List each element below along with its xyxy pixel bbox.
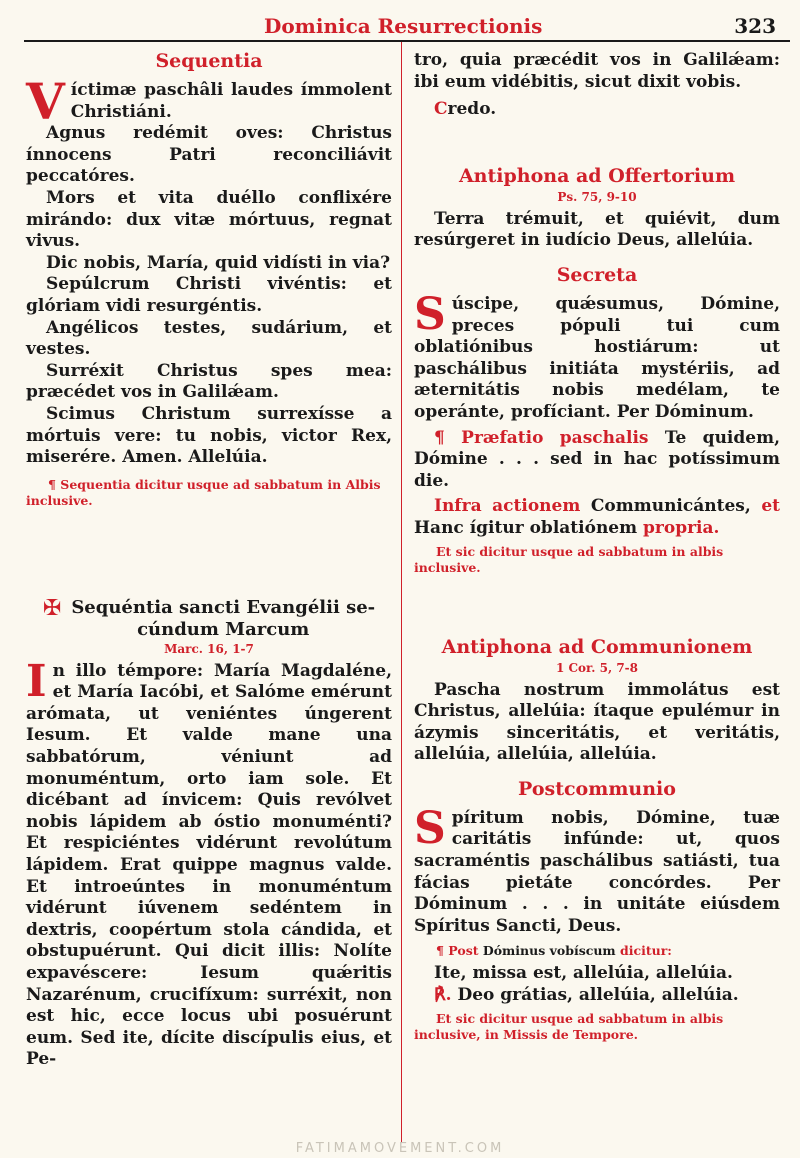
- sequentia-rubric: ¶ Sequentia dicitur usque ad sabbatum in Albis inclusive.: [26, 476, 381, 508]
- gospel-heading-line1: Sequéntia sancti Evangélii se-: [71, 596, 376, 618]
- rubric-post: ¶ Post: [436, 943, 479, 959]
- credo-text: redo.: [447, 99, 497, 120]
- response-text: Deo grátias, allelúia, allelúia.: [451, 985, 739, 1006]
- secreta-rubric: Et sic dicitur usque ad sabbatum in albis inclusive.: [414, 543, 724, 575]
- secreta-dropcap: S: [414, 288, 446, 340]
- right-column: [414, 48, 780, 1043]
- offertory-heading: Antiphona ad Offertorium: [458, 164, 736, 187]
- final-rubric: Et sic dicitur usque ad sabbatum in albis inclusive, in Missis de Tempore.: [414, 1010, 724, 1042]
- page-title: Dominica Resurrectionis: [264, 14, 543, 38]
- gospel-heading-line2: cúndum Marcum: [137, 618, 310, 640]
- postcommunio-heading: Postcommunio: [518, 777, 676, 800]
- sequentia-verse: Mors et vita duéllo conflixére mirándo: dux vitæ mórtuus, regnat vivus.: [26, 187, 392, 252]
- sequentia-dropcap: V: [26, 72, 65, 131]
- credo: [414, 99, 780, 121]
- secreta-text: [414, 288, 780, 424]
- rubric-dominus: Dóminus vobíscum: [478, 943, 621, 959]
- infra-actionem: [414, 496, 780, 539]
- postcommunio-text: [414, 802, 780, 938]
- sequentia-verse: Agnus redémit oves: Christus ínnocens Patri reconciliávit peccatóres.: [26, 123, 392, 187]
- gospel-continuation: tro, quia præcédit vos in Galilǽam: ibi eum vidébitis, sicut dixit vobis.: [414, 50, 780, 92]
- gospel-dropcap: I: [26, 655, 47, 707]
- infra-text1: Communicántes,: [580, 496, 751, 517]
- response: [414, 985, 780, 1007]
- sequentia-verse: Dic nobis, María, quid vidísti in via?: [46, 252, 391, 273]
- gospel-body: n illo témpore: María Magdaléne, et María Iacóbi, et Salóme emérunt arómata, ut veniéntes úngerent Iesum. Et valde mane una sabbatórum, véniunt ad monuméntum, orto iam sole. Et dicébant ad ínvicem: Quis revólvet nobis lápidem ab óstio monuménti? Et respiciéntes vidérunt revolútum lápidem. Erat quippe magnus valde. Et introeúntes in monuméntum vidérunt iúvenem sedéntem in dextris, coopértum stola cándida, et obstupuérunt. Qui dicit illis: Nolíte expavéscere: Iesum quǽritis Nazarénum, crucifíxum: surréxit, non est hic, ecce locus ubi posuérunt eum. Sed ite, dícite discípulis eius, et Pe-: [26, 660, 392, 1070]
- secreta-body: úscipe, quǽsumus, Dómine, preces pópuli tui cum oblatiónibus hostiárum: ut paschálibus initiáta mystériis, ad æternitátis nobis medélam, te operánte, profíciant. Per Dóminum.: [414, 293, 780, 422]
- watermark: FATIMAMOVEMENT.COM: [295, 1141, 505, 1156]
- communion-reference: 1 Cor. 5, 7-8: [555, 660, 639, 675]
- gospel-reference: Marc. 16, 1-7: [164, 641, 254, 656]
- postcommunio-body: píritum nobis, Dómine, tuæ caritátis infúnde: ut, quos sacraméntis paschálibus satiásti, tua fácias pietáte concórdes. Per Dóminum . . . in unitáte eiúsdem Spíritus Sancti, Deus.: [414, 807, 780, 936]
- sequentia-verse: Angélicos testes, sudárium, et vestes.: [26, 317, 392, 360]
- propria-label: propria.: [643, 517, 720, 538]
- preface: [414, 428, 780, 493]
- cross-icon: ✠: [42, 595, 62, 621]
- preface-text: Te quidem, Dómine . . . sed in hac potíssimum die.: [414, 427, 780, 491]
- sequentia-verse: Surréxit Christus spes mea: præcédet vos in Galilǽam.: [26, 360, 392, 403]
- postcommunio-rubric: [414, 943, 780, 959]
- gospel-heading: [26, 597, 392, 641]
- rubric-dicitur: dicitur:: [620, 943, 672, 959]
- postcommunio-dropcap: S: [414, 802, 446, 854]
- infra-text2: Hanc ígitur oblatiónem: [414, 517, 644, 538]
- response-icon: ℟.: [434, 985, 452, 1006]
- sequentia-heading: Sequentia: [155, 50, 263, 72]
- page-number: 323: [734, 14, 776, 38]
- dismissal: Ite, missa est, allelúia, allelúia.: [434, 963, 733, 984]
- left-column: [26, 48, 392, 1071]
- sequentia-first-verse: [26, 72, 392, 131]
- infra-label: Infra actionem: [434, 496, 581, 517]
- sequentia-verse: Scimus Christum surrexísse a mórtuis vere: tu nobis, victor Rex, miserére. Amen. Allelúia.: [26, 403, 392, 468]
- preface-label: ¶ Præfatio paschalis: [434, 427, 649, 448]
- page-header: [24, 8, 790, 42]
- et-label: et: [761, 496, 780, 517]
- gospel-text: [26, 655, 392, 1071]
- column-divider: [401, 42, 402, 1142]
- communion-heading: Antiphona ad Communionem: [441, 635, 753, 658]
- credo-initial: C: [434, 99, 448, 120]
- sequentia-verse: Sepúlcrum Christi vivéntis: et glóriam vidi resurgéntis.: [26, 274, 392, 316]
- offertory-text: Terra trémuit, et quiévit, dum resúrgeret in iudício Deus, allelúia.: [414, 208, 780, 251]
- offertory-reference: Ps. 75, 9-10: [557, 189, 637, 204]
- communion-text: Pascha nostrum immolátus est Christus, allelúia: ítaque epulémur in ázymis sinceritátis, et veritátis, allelúia, allelúia, allelúia.: [414, 679, 780, 765]
- sequentia-first-text: íctimæ paschâli laudes ímmolent Christiáni.: [70, 80, 392, 122]
- secreta-heading: Secreta: [556, 263, 638, 286]
